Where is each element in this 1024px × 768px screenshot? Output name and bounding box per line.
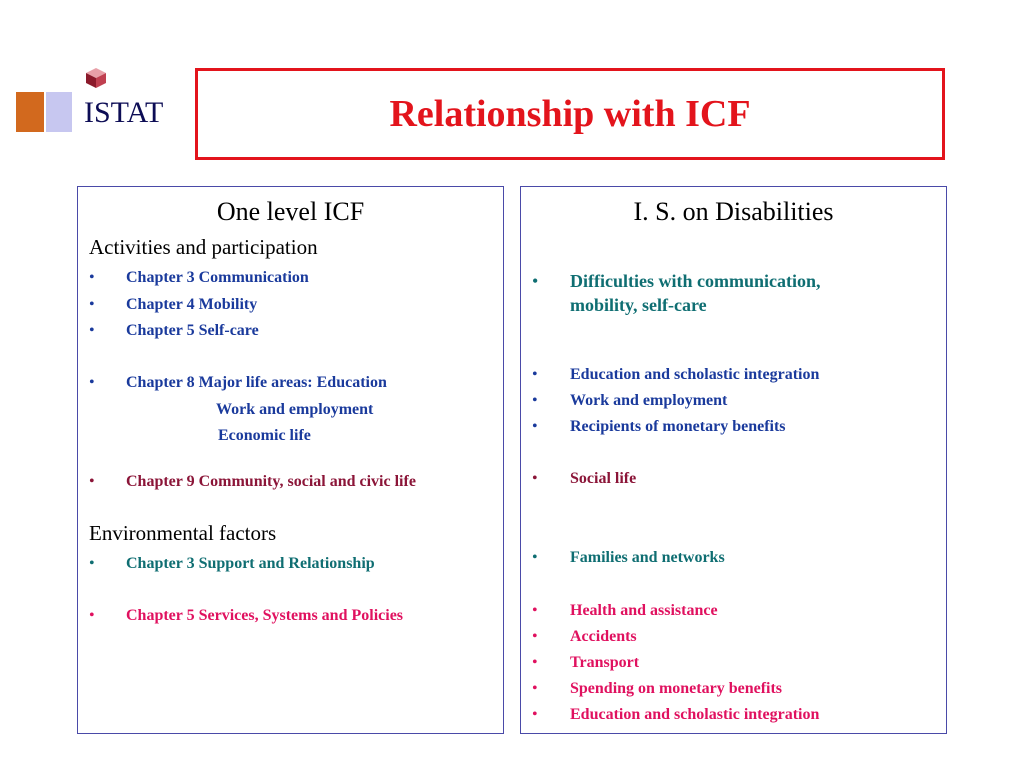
bullet: • [89, 374, 95, 391]
list-item: Chapter 8 Major life areas: Education [126, 374, 387, 391]
cube-icon [86, 68, 106, 88]
bullet: • [89, 555, 95, 572]
bullet: • [89, 322, 95, 339]
list-item: Work and employment [570, 392, 728, 409]
panel-heading: I. S. on Disabilities [633, 197, 834, 226]
bullet: • [532, 602, 538, 619]
page-title: Relationship with ICF [389, 93, 751, 135]
panel-is-disabilities [520, 186, 947, 734]
lead-item-line2: mobility, self-care [570, 295, 707, 315]
list-item: Chapter 3 Support and Relationship [126, 555, 375, 572]
list-item: Spending on monetary benefits [570, 680, 783, 697]
list-item: Accidents [570, 628, 637, 645]
title-box [195, 68, 945, 160]
list-item: Chapter 5 Services, Systems and Policies [126, 607, 404, 624]
list-item: Social life [570, 470, 637, 487]
list-item: Chapter 5 Self-care [126, 322, 259, 339]
list-item-continuation: Work and employment [216, 401, 374, 418]
logo-block-lavender [46, 92, 72, 132]
section-heading-environmental: Environmental factors [89, 521, 277, 545]
bullet: • [89, 473, 95, 490]
list-item: Chapter 3 Communication [126, 269, 309, 286]
bullet: • [532, 271, 539, 291]
bullet: • [532, 680, 538, 697]
lead-item-line1: Difficulties with communication, [570, 271, 821, 291]
section-heading-activities: Activities and participation [89, 235, 318, 259]
bullet: • [532, 654, 538, 671]
list-item: Education and scholastic integration [570, 366, 820, 383]
istat-logo [16, 68, 186, 138]
list-item: Families and networks [570, 549, 725, 566]
bullet: • [532, 418, 538, 435]
bullet: • [532, 470, 538, 487]
bullet: • [89, 296, 95, 313]
list-item: Recipients of monetary benefits [570, 418, 786, 435]
list-item-continuation: Economic life [218, 427, 311, 444]
panel-heading: One level ICF [216, 197, 365, 226]
list-item: Transport [570, 654, 640, 671]
bullet: • [532, 628, 538, 645]
logo-block-orange [16, 92, 44, 132]
list-item: Chapter 4 Mobility [126, 296, 258, 313]
bullet: • [532, 392, 538, 409]
bullet: • [89, 607, 95, 624]
bullet: • [532, 549, 538, 566]
list-item: Health and assistance [570, 602, 718, 619]
list-item: Education and scholastic integration [570, 706, 820, 723]
list-item: Chapter 9 Community, social and civic life [126, 473, 416, 490]
panel-one-level-icf [77, 186, 504, 734]
bullet: • [532, 706, 538, 723]
logo-text: ISTAT [84, 96, 164, 129]
bullet: • [532, 366, 538, 383]
bullet: • [89, 269, 95, 286]
